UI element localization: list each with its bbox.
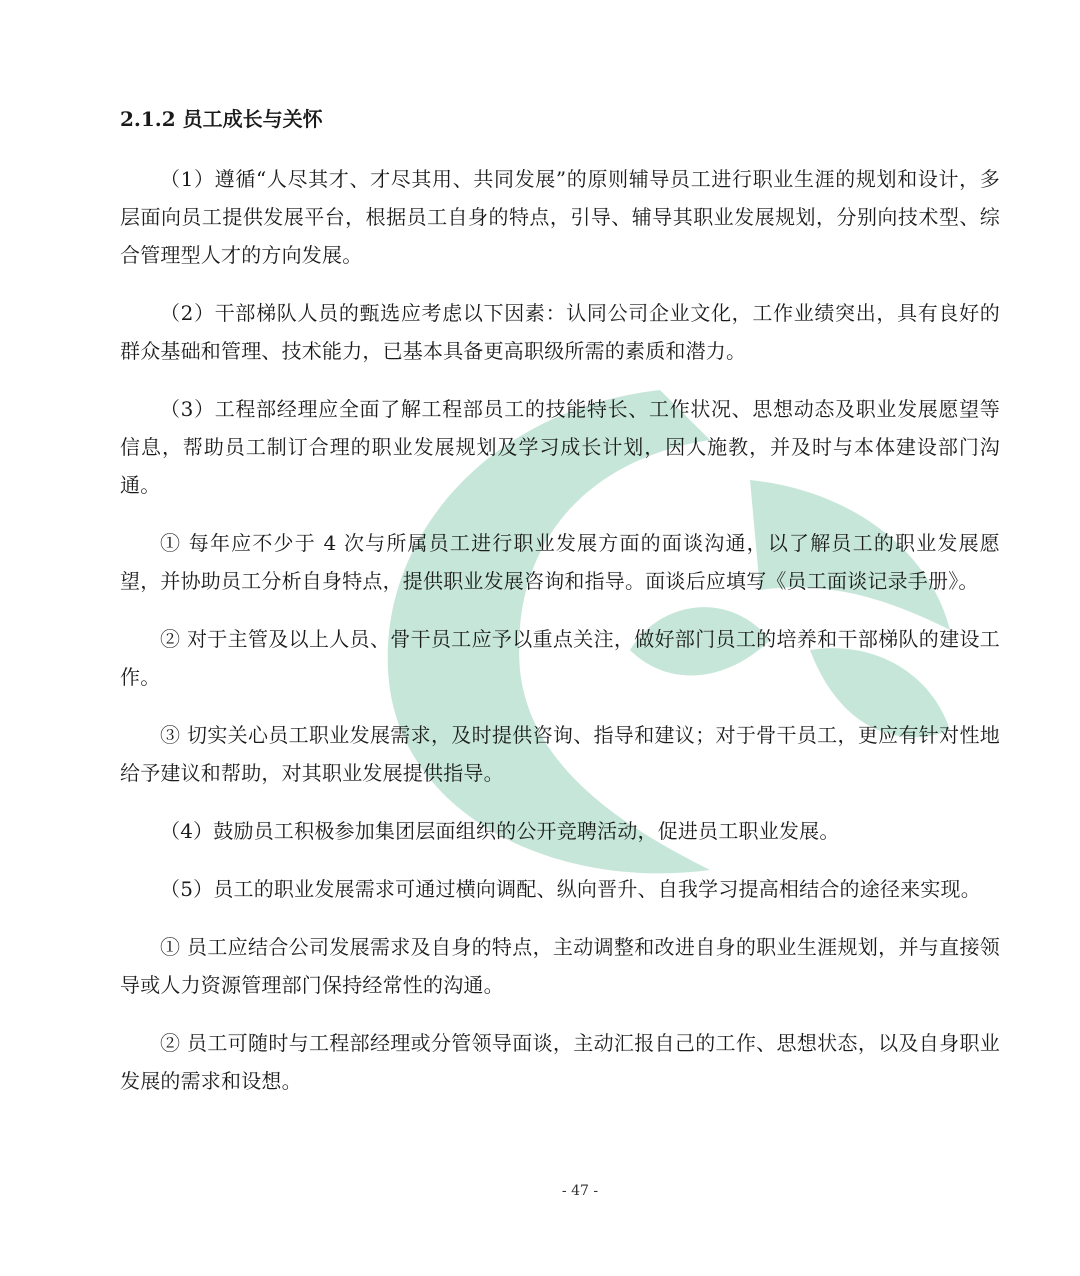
page-number: - 47 - (561, 1183, 599, 1199)
paragraph-5: （5）员工的职业发展需求可通过横向调配、纵向晋升、自我学习提高相结合的途径来实现。 (160, 877, 981, 901)
paragraph-1: （1）遵循“人尽其才、才尽其用、共同发展”的原则辅导员工进行职业生涯的规划和设计，多层面向员工提供发展平台，根据员工自身的特点，引导、辅导其职业发展规划，分别向技术型、综合管理型人才的方向发展。 (120, 167, 1000, 267)
paragraph-5-item-2: ② 员工可随时与工程部经理或分管领导面谈，主动汇报自己的工作、思想状态，以及自身职业发展的需求和设想。 (120, 1031, 1000, 1093)
document-body (120, 100, 1000, 1120)
paragraph-3: （3）工程部经理应全面了解工程部员工的技能特长、工作状况、思想动态及职业发展愿望等信息，帮助员工制订合理的职业发展规划及学习成长计划，因人施教，并及时与本体建设部门沟通。 (120, 397, 1000, 497)
paragraph-3-item-3: ③ 切实关心员工职业发展需求，及时提供咨询、指导和建议；对于骨干员工，更应有针对性地给予建议和帮助，对其职业发展提供指导。 (120, 723, 1000, 785)
section-heading: 2.1.2 员工成长与关怀 (120, 107, 323, 131)
paragraph-2: （2）干部梯队人员的甄选应考虑以下因素：认同公司企业文化，工作业绩突出，具有良好的群众基础和管理、技术能力，已基本具备更高职级所需的素质和潜力。 (120, 301, 1000, 363)
paragraph-5-item-1: ① 员工应结合公司发展需求及自身的特点，主动调整和改进自身的职业生涯规划，并与直接领导或人力资源管理部门保持经常性的沟通。 (120, 935, 1000, 997)
paragraph-3-item-2: ② 对于主管及以上人员、骨干员工应予以重点关注，做好部门员工的培养和干部梯队的建设工作。 (120, 627, 1000, 689)
paragraph-3-item-1: ① 每年应不少于 4 次与所属员工进行职业发展方面的面谈沟通，以了解员工的职业发展愿望，并协助员工分析自身特点，提供职业发展咨询和指导。面谈后应填写《员工面谈记录手册》。 (120, 531, 1000, 593)
paragraph-4: （4）鼓励员工积极参加集团层面组织的公开竞聘活动，促进员工职业发展。 (160, 819, 840, 843)
